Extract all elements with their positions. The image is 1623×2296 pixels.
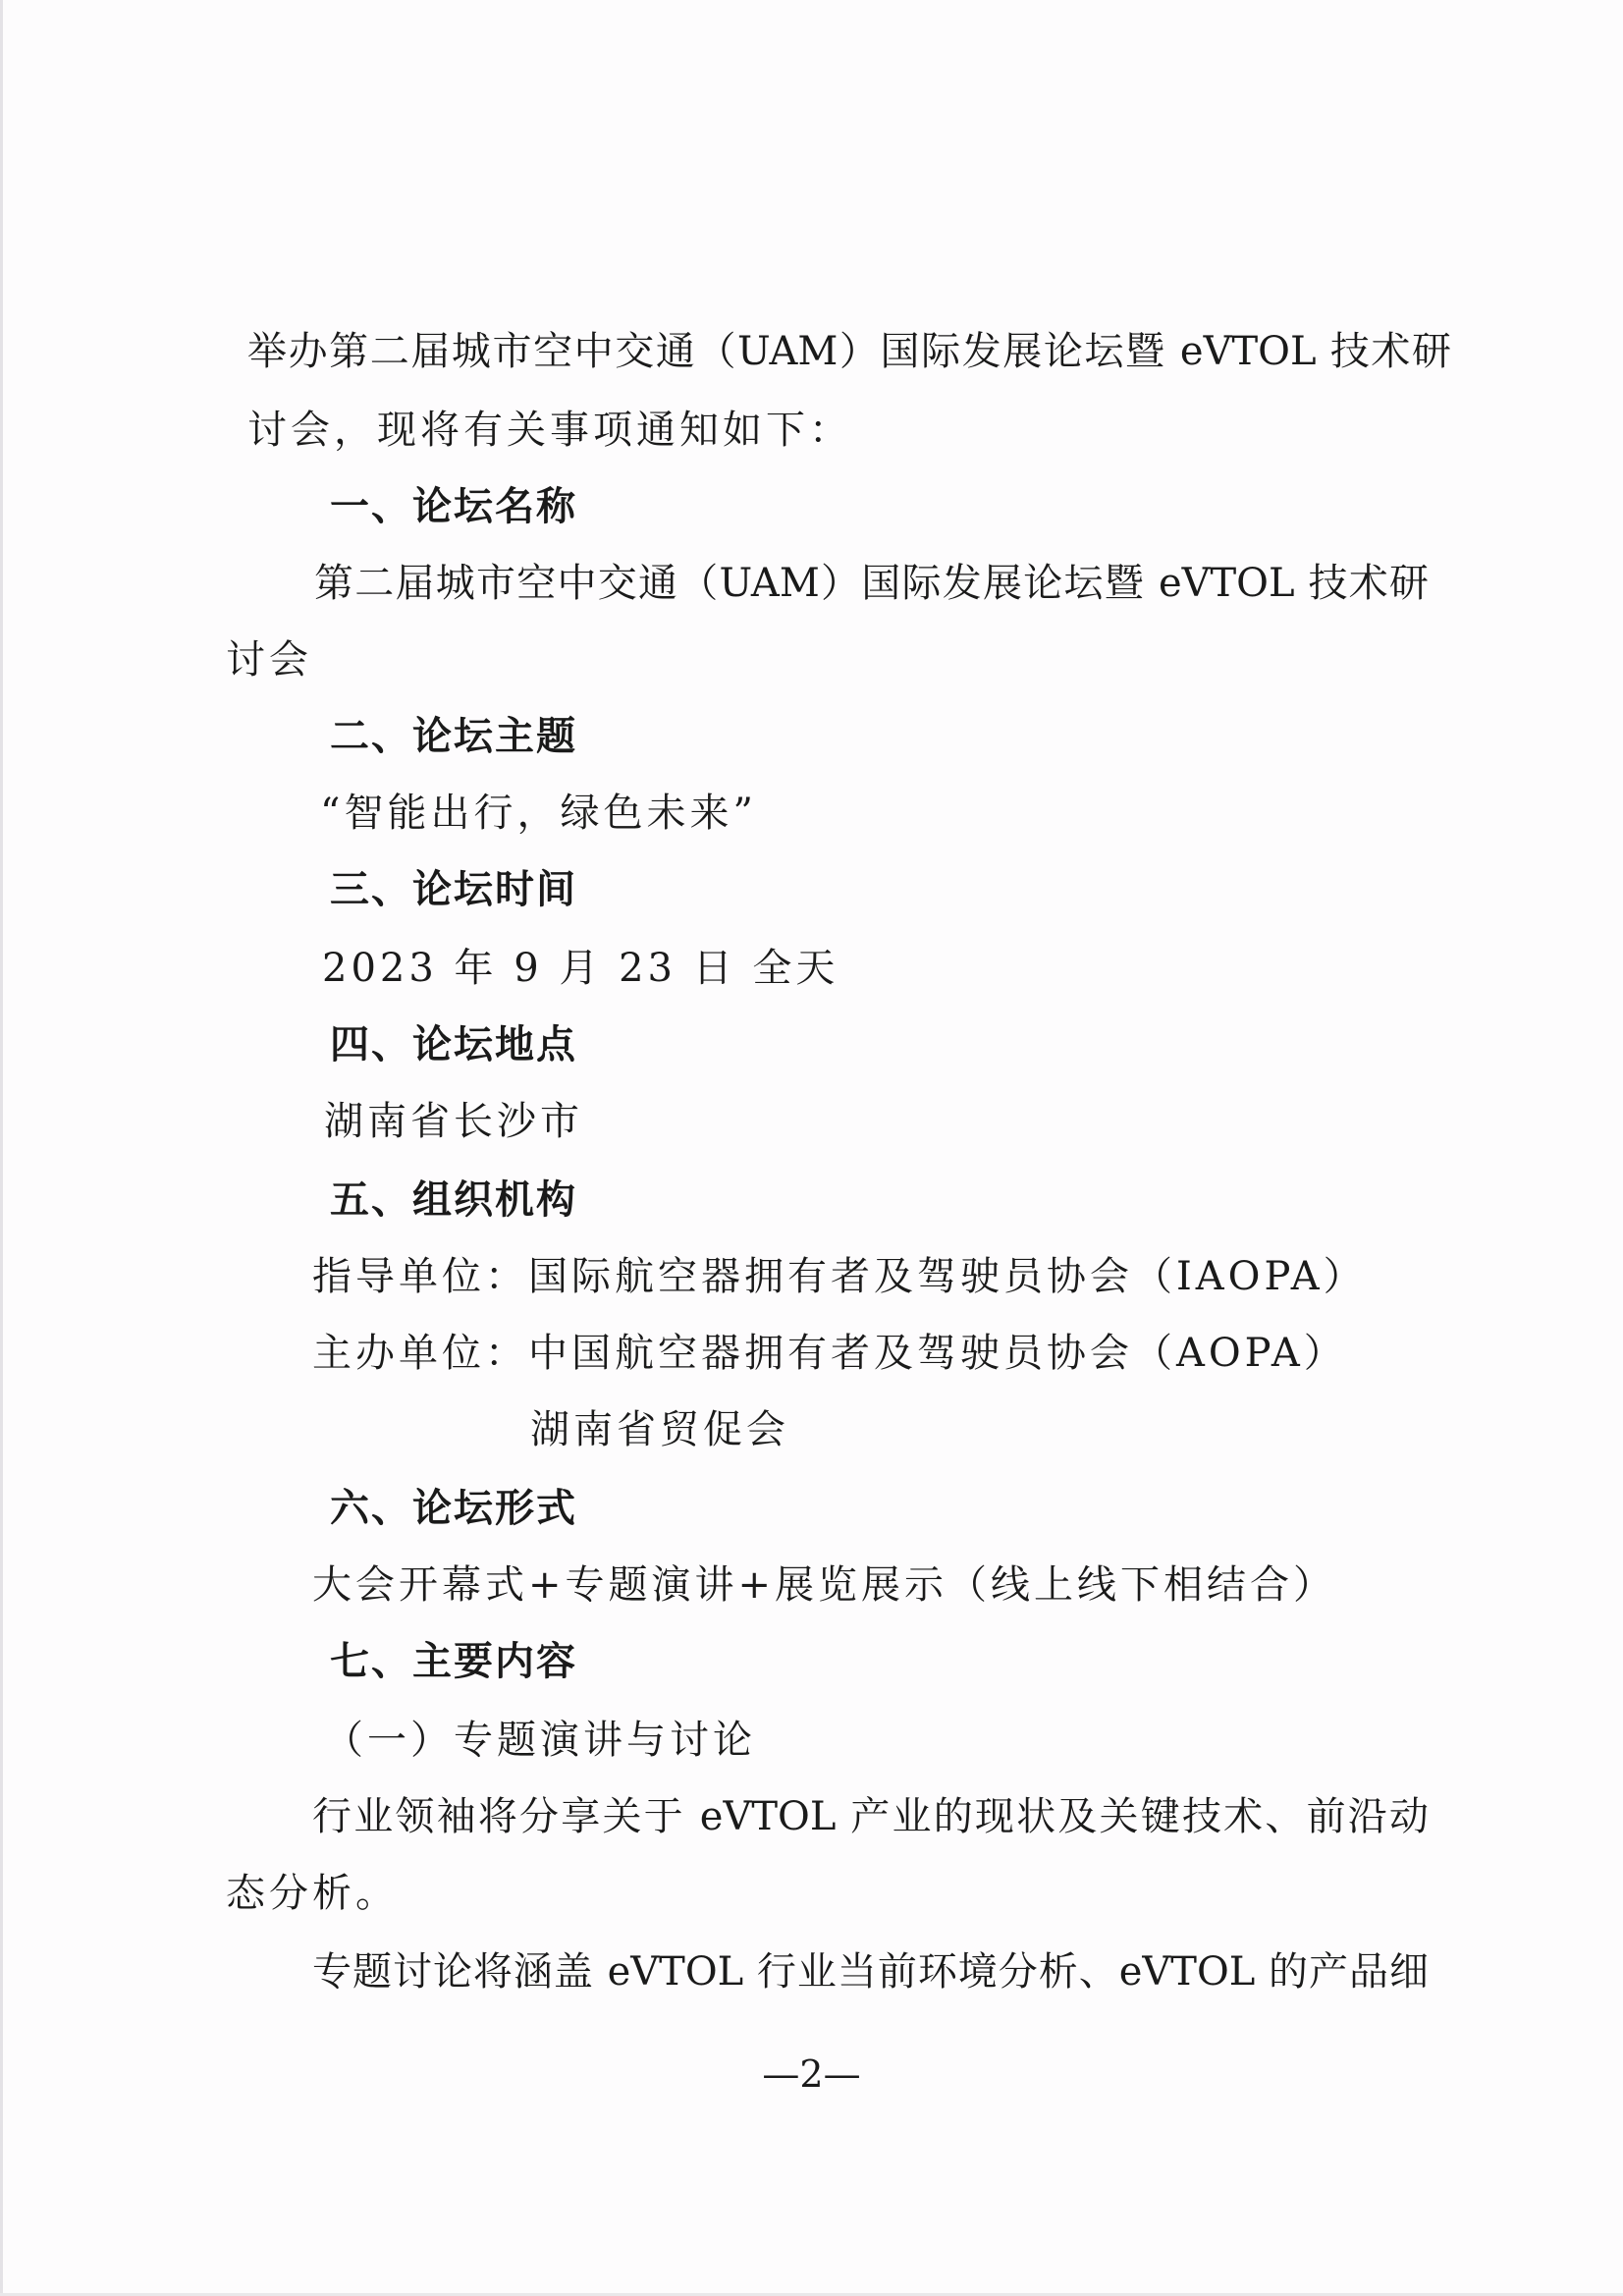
host-unit: 主办单位：中国航空器拥有者及驾驶员协会（AOPA） (312, 1331, 1347, 1376)
theme-text: “智能出行，绿色未来” (320, 791, 757, 836)
paragraph-line: 专题讨论将涵盖 eVTOL 行业当前环境分析、eVTOL 的产品细 (312, 1949, 1429, 1995)
forum-location: 湖南省长沙市 (324, 1099, 583, 1144)
section-heading-time: 三、论坛时间 (330, 867, 577, 912)
paragraph-line: 行业领袖将分享关于 eVTOL 产业的现状及关键技术、前沿动 (312, 1794, 1429, 1839)
page-number: —2— (762, 2052, 861, 2096)
paragraph-line: 讨会，现将有关事项通知如下： (247, 408, 852, 453)
paragraph-line: 第二届城市空中交通（UAM）国际发展论坛暨 eVTOL 技术研 (314, 561, 1429, 606)
section-heading-content: 七、主要内容 (330, 1639, 577, 1684)
paragraph-line: 举办第二届城市空中交通（UAM）国际发展论坛暨 eVTOL 技术研 (247, 329, 1451, 374)
host-unit-secondary: 湖南省贸促会 (530, 1407, 789, 1452)
subsection-heading: （一）专题演讲与讨论 (324, 1718, 756, 1763)
forum-format: 大会开幕式+专题演讲+展览展示（线上线下相结合） (312, 1562, 1337, 1608)
forum-date: 2023 年 9 月 23 日 全天 (322, 946, 839, 991)
paragraph-line: 讨会 (226, 637, 312, 683)
section-heading-format: 六、论坛形式 (330, 1486, 577, 1531)
section-heading-theme: 二、论坛主题 (330, 714, 577, 759)
guiding-unit: 指导单位：国际航空器拥有者及驾驶员协会（IAOPA） (312, 1254, 1367, 1299)
scan-edge (0, 0, 3, 2296)
section-heading-organizers: 五、组织机构 (330, 1177, 577, 1223)
section-heading-location: 四、论坛地点 (330, 1022, 577, 1067)
section-heading-name: 一、论坛名称 (330, 484, 577, 529)
paragraph-line: 态分析。 (226, 1871, 399, 1916)
